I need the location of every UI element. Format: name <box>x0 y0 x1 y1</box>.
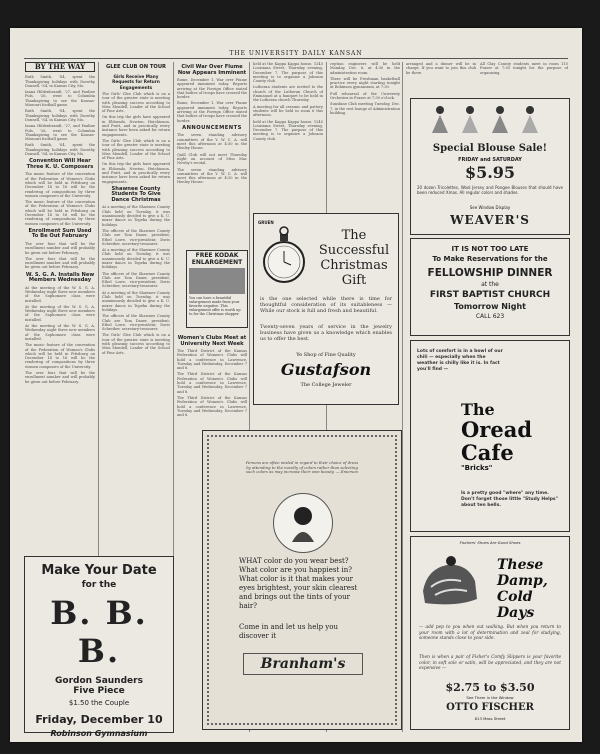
column-3-lower <box>177 333 247 428</box>
ad-quote: Persons are often misled in regard to their choice of dress by attending to the novelty of colors rather than selecting such colors as may increase their own beauty. — Emerson <box>245 460 359 474</box>
headline: Enrollment Sum Used To Be Out February <box>28 227 92 240</box>
ad-text: WHAT color do you wear best? What color are you happiest in? What color is it that makes your eyes brightest, your skin clearest and brings out the tints of your hair? <box>239 557 358 610</box>
article-text: Ianna Hildenbrandt, '27, and Pauline Puls, '26, went to Columbia Thanksgiving to see the Kansas-Missouri football game. <box>25 90 95 108</box>
cafe-logo <box>461 401 532 473</box>
ad-text: Five Piece <box>73 686 125 696</box>
article-text: A meeting for all ceramic and pottery students will be held in room 6 this afternoon. <box>253 104 323 118</box>
article-text: On this trip the girls have appeared in Eldorado, Newton, Hutchinson, and Pratt, and in practically every instance have been asked for return engagements. <box>102 162 170 184</box>
jeweler-logo: Gustafson <box>280 360 372 379</box>
ad-tagline: Ye Shop of Fine Quality <box>296 352 356 358</box>
logo-line: Cafe <box>461 440 514 465</box>
headline: Convention Will Hear Three K. U. Composers <box>26 158 94 170</box>
article-text: The music feature of the convention of the Federation of Women's Clubs which will be held in Pittsburg on December 14 to 16 will be the rendering of compositions by three women composers of the University. <box>25 343 95 369</box>
woman-portrait-image <box>273 493 333 553</box>
ad-text: Lots of comfort is in a bowl of our chili — especially when the weather is chilly like it is. In fact you'll find — <box>417 349 503 372</box>
article-text: Ianna Hildenbrandt, '27, and Pauline Puls, '26, went to Columbia Thanksgiving to see the Kansas-Missouri football game. <box>25 124 95 142</box>
ad-text: 20 dozen Tricolettes, Wool Jersey and Pongee Blouses that should have been reduced Xmas. All regular colors and shades. <box>417 185 563 195</box>
ad-text: Then is when a pair of Fisher's Comfy Slippers is your favorite color, in soft sole or satin, will be appreciated, and they are not expensive — <box>419 655 561 671</box>
branhams-logo: Branham's <box>243 653 363 675</box>
ad-price: $5.95 <box>464 163 516 182</box>
ad-headline <box>314 228 394 288</box>
article-text: At the meeting of the W. S. G. A. Wednesday night three new members of the Sophomore class were installed. <box>25 304 95 322</box>
ad-headline <box>497 557 548 621</box>
article-text: At the meeting of the W. S. G. A. Wednesday night three new members of the Sophomore class were installed. <box>25 324 95 341</box>
headline-line: The <box>341 228 367 243</box>
headline-line: Christmas <box>320 258 388 273</box>
article-text: The over four that will be the enrollment number and will probably be given out before February. <box>25 256 95 270</box>
article-text: The officers of the Shawnee County Club are Tom Dauer, president; Ethel Lowe, vice-president; Doris Schreiber, secretary-treasurer. <box>102 228 170 246</box>
article-text: The Girls' Glee Club which is on a tour of the greater state is meeting with pleasing success according to Miss Mendell, Leader of the School of Fine Arts. <box>102 92 170 114</box>
column-1 <box>25 62 95 567</box>
article-text: The Girls' Glee Club which is on a tour of the greater state is meeting with pleasing success according to Miss Mendell, Leader of the School of Fine Arts. <box>102 333 170 355</box>
ad-location: Robinson Gymnasium <box>50 729 148 738</box>
article-text: Sunshine Club meeting Tuesday, Dec. 7, in the rest lounge of Administration building. <box>330 102 400 115</box>
article-text: The music feature of the convention of the Federation of Women's Clubs which will be held in Pittsburg on December 14 to 16 will be the rendering of compositions by three women composers of the University. <box>25 172 95 198</box>
article-text: The officers of the Shawnee County Club are Tom Dauer, president; Ethel Lowe, vice-president; Doris Schreiber, secretary-treasurer. <box>102 271 170 289</box>
article-text: Ruth Smith, 'S4, spent the Thanksgiving holidays with Dorothy Donnell, 'S4, in Kansas City, Mo. <box>25 109 95 122</box>
headline: GLEE CLUB ON TOUR <box>105 64 167 70</box>
article-text: The seven standing advisory committees of the Y. W. C. A. will meet this afternoon at 4:30 in the Henley House. <box>177 167 247 185</box>
article-text: There will be Freshman basketball practice every night starting tonight at Robinson gymnasium, at 7:30. <box>330 76 400 90</box>
logo-line: The <box>461 400 495 419</box>
ad-tagline: The College Jeweler <box>300 382 352 388</box>
article-text: At a meeting of the Shawnee County Club held on Tuesday, it was unanimously decided to give a K. U. mixer dance in Topeka during the holidays. <box>102 290 170 312</box>
ad-tagline: Fischers' Shoes Are Good Shoes <box>459 540 521 545</box>
headline: Shawnee County Students To Give Dance Christmas <box>111 185 161 203</box>
ad-text: Is a pretty good "where" any time. Don't forget those little "Study Helps" about ten bells. <box>461 491 558 508</box>
ad-text: for the <box>81 580 117 590</box>
ad-text: — add pep to you when out walking. But when you return to your room with a lot of determination and zeal for studying, someone stands close to your side. <box>419 625 561 641</box>
article-text: At a meeting of the Shawnee County Club held on Tuesday, it was unanimously decided to give a K. U. mixer dance in Topeka during the holidays. <box>102 205 170 227</box>
article-text: held at the Kappa Kappa house, 1245 Louisiana Street, Thursday evening, December 7. The purpose of this meeting is to organize a Johnson County club. <box>253 62 323 84</box>
oread-cafe-ad <box>410 340 570 532</box>
ad-text: Come in and let us help you discover it <box>239 623 338 640</box>
ad-text: See Them in the Window <box>466 695 514 700</box>
kodak-ad <box>186 250 248 328</box>
article-text: Ruth Smith, 'S4, spent the Thanksgiving holidays with Dorothy Donnell, 'S4, in Kansas City, Mo. <box>25 75 95 88</box>
store-address: 813 Mass Street <box>474 716 506 721</box>
article-text: held at the Kappa Kappa house, 1245 Louisiana Street, Thursday evening, December 7. The purpose of this meeting is to organize a Johnson County club. <box>253 119 323 141</box>
ad-title: B. B. B. <box>50 594 148 670</box>
ad-price: $2.75 to $3.50 <box>445 681 535 694</box>
ad-headline: FELLOWSHIP DINNER <box>427 267 553 279</box>
article-text: At a meeting of the Shawnee County Club held on Tuesday, it was unanimously decided to give a K. U. mixer dance in Topeka during the holidays. <box>102 248 170 270</box>
store-name: WEAVER'S <box>450 213 530 227</box>
headline: ANNOUNCEMENTS <box>182 124 242 131</box>
ad-headline: Special Blouse Sale! <box>432 143 548 154</box>
column-6 <box>406 62 476 92</box>
by-the-way-header: BY THE WAY <box>25 62 95 72</box>
ad-text: You can have a beautiful enlargement made from your favorite negative. This enlargement offer is worth up to for the Christmas shopper. <box>189 296 241 316</box>
article-text: The officers of the Shawnee County Club are Tom Dauer, president; Ethel Lowe, vice-president; Doris Schreiber, secretary-treasurer. <box>102 314 170 332</box>
article-text: All Clay County students meet in room 115 Fraser at 7:30 tonight for the purpose of organizing. <box>480 62 568 75</box>
headline: Women's Clubs Meet at University Next Week <box>177 335 247 347</box>
branhams-ad <box>202 430 402 730</box>
masthead: THE UNIVERSITY DAILY KANSAN <box>229 50 363 57</box>
bbb-dance-ad <box>24 556 174 738</box>
ad-date: Friday, December 10 <box>35 713 163 726</box>
article-text: Quill Club will not meet Thursday night on account of Miss Mac Newby's recital. <box>177 152 247 166</box>
column-4 <box>253 62 323 212</box>
slipper-illustration-icon <box>417 551 483 615</box>
masthead-rule <box>24 58 568 59</box>
ad-text: Tomorrow Night <box>454 302 526 311</box>
headline-line: Gift <box>341 273 367 288</box>
article-text: The over four that will be the enrollment number and will probably be given out before February. <box>25 371 95 384</box>
ad-text: FIRST BAPTIST CHURCH <box>429 290 551 300</box>
article-text: The music feature of the convention of the Federation of Women's Clubs which will be held in Pittsburg on December 14 to 16 will be the rendering of compositions by three women composers of the University. <box>25 200 95 226</box>
column-divider <box>402 62 403 732</box>
fellowship-dinner-ad <box>410 238 570 336</box>
headline-line: These <box>497 557 544 573</box>
article-text: ception engineers will be held Monday, Dec. 6, at 4:30 in the administration room. <box>330 62 400 75</box>
headline-line: Successful <box>318 243 390 258</box>
pocket-watch-icon <box>258 220 310 292</box>
article-text: The over four that will be the enrollment number and will probably be given out before February. <box>25 241 95 255</box>
ad-text: IT IS NOT TOO LATE <box>451 245 529 253</box>
article-text: The seven standing advisory committees of the Y. W. C. A. will meet this afternoon at 4:30 in the Henley House. <box>177 133 247 151</box>
headline-line: Cold <box>497 589 533 605</box>
logo-line: "Bricks" <box>461 464 493 472</box>
weavers-ad <box>410 98 570 235</box>
newspaper-page <box>10 28 582 742</box>
logo-line: Oread <box>461 417 533 442</box>
article-text: On this trip the girls have appeared in Eldorado, Newton, Hutchinson, and Pratt, and in practically every instance have been asked for return engagements. <box>102 115 170 137</box>
article-text: arranged and a dinner will be in charge. If you want to join this club be there. <box>406 62 476 75</box>
article-text: Lutheran students are invited to the church of the Lutheran Church of Emmanuel at a banquet to be held in the Lutheran church Thursday. <box>253 85 323 103</box>
article-text: The Third District of the Kansas Federation of Women's Clubs will hold a conference in Lawrence, Tuesday and Wednesday, December 7 and 8. <box>177 372 247 394</box>
headline-line: Days <box>497 605 535 621</box>
article-text: Full rehearsal of the University Orchestra in Fraser at 7:30 o'clock. <box>330 91 400 101</box>
column-7 <box>480 62 568 92</box>
column-5 <box>330 62 400 212</box>
article-text: The Third District of the Kansas Federation of Women's Clubs will hold a conference in Lawrence, Tuesday and Wednesday, December 7 and 8. <box>177 349 247 371</box>
watch-brand: GRUEN <box>258 220 274 225</box>
blouse-figures-icon <box>415 103 565 137</box>
column-2 <box>102 62 170 547</box>
headline: W. S. G. A. Installs New Members Wednesday <box>25 271 95 284</box>
headline: Civil War Over Flume Now Appears Imminent <box>177 64 247 76</box>
watch-image <box>258 220 310 292</box>
ad-text: is the one selected while there is time for thoughtful consideration of its suitableness — While our stock is full and fresh and beautiful. <box>260 296 392 314</box>
article-text: Ruth Smith, 'S4, spent the Thanksgiving holidays with Dorothy Donnell, 'S4, in Kansas City, Mo. <box>25 143 95 157</box>
fischer-shoes-ad <box>410 536 570 730</box>
article-text: The Third District of the Kansas Federation of Women's Clubs will hold a conference in Lawrence, Tuesday and Wednesday, December 7 and 8. <box>177 395 247 418</box>
article-text: At the meeting of the W. S. G. A. Wednesday night three new members of the Sophomore class were installed. <box>25 285 95 303</box>
ad-text: Twenty-seven years of service in the jewelry business have given us a knowledge which enables us to offer the best. <box>260 324 392 342</box>
ad-phone: CALL 623 <box>475 313 505 320</box>
article-text: Rome, December 1. War over Fiume appeared imminent today. Reports arriving at the Foreign Office stated that bodies of troops have crossed the border. <box>177 101 247 123</box>
woman-illustration-icon <box>274 494 332 552</box>
subheadline: Girls Receive Many Requests for Return Engagements <box>112 73 160 90</box>
ad-headline: FREE KODAK ENLARGEMENT <box>191 252 243 266</box>
ad-text: Gordon Saunders <box>55 676 143 686</box>
article-text: The Girls' Glee Club which is on a tour of the greater state is meeting with pleasing success according to Miss Mendell, Leader of the School of Fine Arts. <box>102 138 170 161</box>
ad-subheadline: FRIDAY and SATURDAY <box>458 157 522 163</box>
ad-price: $1.50 the Couple <box>68 699 130 707</box>
ad-text: at the <box>481 281 499 288</box>
ad-text: To Make Reservations for the <box>432 255 548 263</box>
ad-headline: Make Your Date <box>41 563 157 578</box>
article-text: Rome, December 1. War over Fiume appeared imminent today. Reports arriving at the Foreign Office stated that bodies of troops have crossed the border. <box>177 78 247 100</box>
headline-line: Damp, <box>497 573 548 589</box>
photo-image <box>189 268 245 294</box>
gustafson-jeweler-ad <box>253 213 399 405</box>
store-name: OTTO FISCHER <box>446 702 534 713</box>
ad-text: See Window Display <box>469 205 511 210</box>
